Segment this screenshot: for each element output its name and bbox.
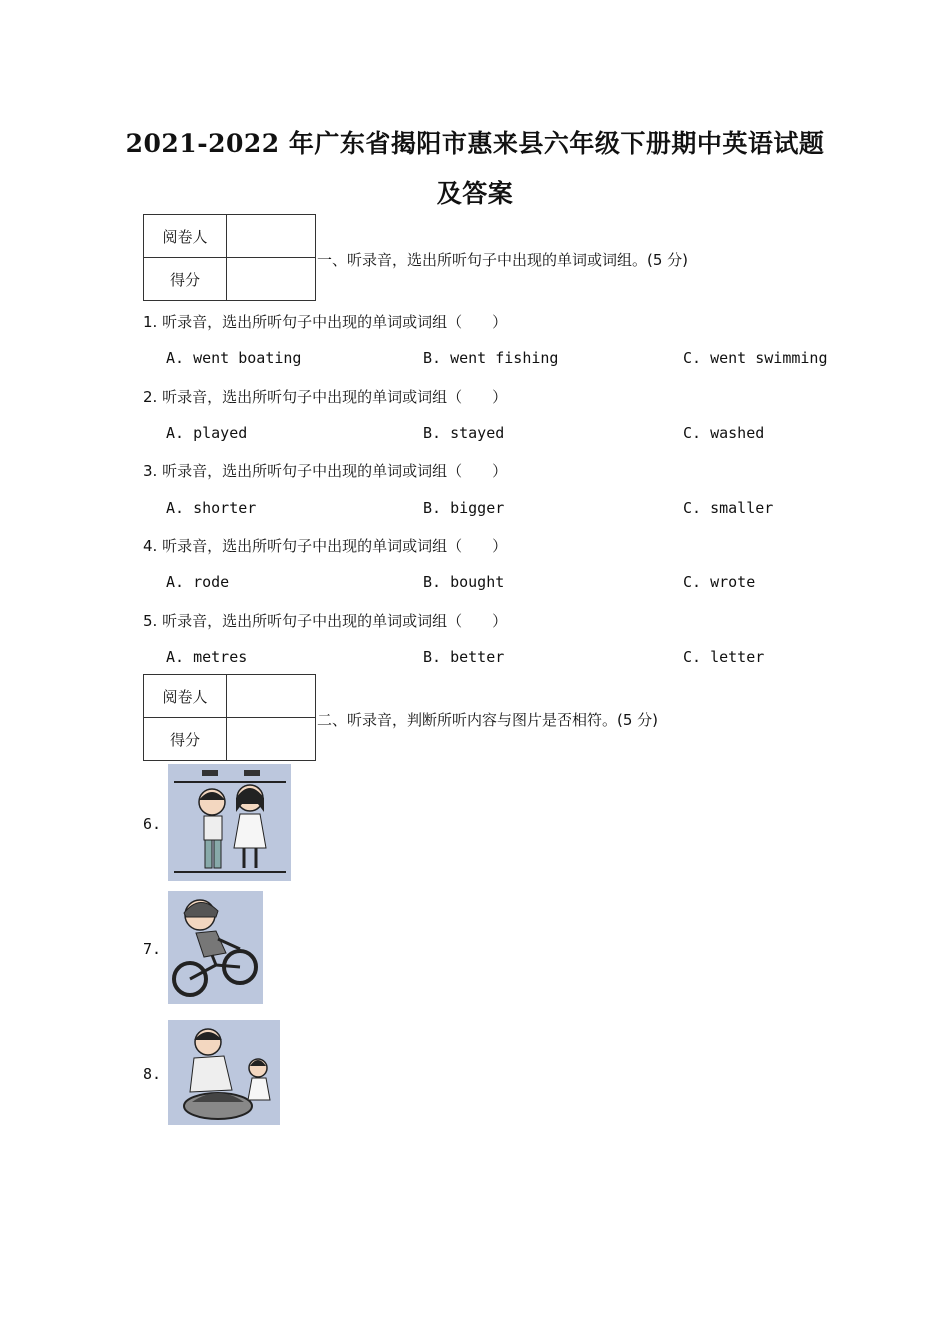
- title-line-2: 及答案: [436, 179, 514, 208]
- question-4-option-a: A. rode: [166, 573, 230, 591]
- item-7-number: 7.: [143, 940, 162, 958]
- question-4-stem: 4. 听录音，选出所听句子中出现的单词或词组（ ）: [143, 537, 508, 555]
- question-5-option-c: C. letter: [683, 648, 765, 666]
- score-label: 得分: [144, 718, 227, 761]
- reviewer-label: 阅卷人: [144, 215, 227, 258]
- question-5-stem: 5. 听录音，选出所听句子中出现的单词或词组（ ）: [143, 612, 508, 630]
- question-5-option-a: A. metres: [166, 648, 248, 666]
- question-1-stem: 1. 听录音，选出所听句子中出现的单词或词组（ ）: [143, 313, 508, 331]
- score-box-section-1: [143, 214, 316, 301]
- question-5-option-b: B. better: [423, 648, 505, 666]
- question-4-option-c: C. wrote: [683, 573, 756, 591]
- score-cell: [227, 258, 316, 301]
- item-7-picture-riding-bike: [168, 891, 263, 1004]
- question-3-option-a: A. shorter: [166, 499, 257, 517]
- score-box-section-2: [143, 674, 316, 761]
- item-8-number: 8.: [143, 1065, 162, 1083]
- section-2-title: 二、听录音，判断所听内容与图片是否相符。(5 分): [317, 711, 659, 729]
- question-2-option-c: C. washed: [683, 424, 765, 442]
- question-2-stem: 2. 听录音，选出所听句子中出现的单词或词组（ ）: [143, 388, 508, 406]
- question-1-option-a: A. went boating: [166, 349, 302, 367]
- item-6-picture-height-compare: [168, 764, 291, 881]
- reviewer-label: 阅卷人: [144, 675, 227, 718]
- question-1-option-b: B. went fishing: [423, 349, 559, 367]
- question-3-option-b: B. bigger: [423, 499, 505, 517]
- reviewer-cell: [227, 215, 316, 258]
- reviewer-cell: [227, 675, 316, 718]
- question-3-option-c: C. smaller: [683, 499, 774, 517]
- score-label: 得分: [144, 258, 227, 301]
- question-1-option-c: C. went swimming: [683, 349, 828, 367]
- question-3-stem: 3. 听录音，选出所听句子中出现的单词或词组（ ）: [143, 462, 508, 480]
- question-2-option-a: A. played: [166, 424, 248, 442]
- title-line-1: 2021-2022 年广东省揭阳市惠来县六年级下册期中英语试题: [125, 129, 825, 158]
- section-1-title: 一、听录音，选出所听句子中出现的单词或词组。(5 分): [317, 251, 689, 269]
- score-cell: [227, 718, 316, 761]
- item-6-number: 6.: [143, 815, 162, 833]
- item-8-picture-washing-clothes: [168, 1020, 280, 1125]
- question-4-option-b: B. bought: [423, 573, 505, 591]
- question-2-option-b: B. stayed: [423, 424, 505, 442]
